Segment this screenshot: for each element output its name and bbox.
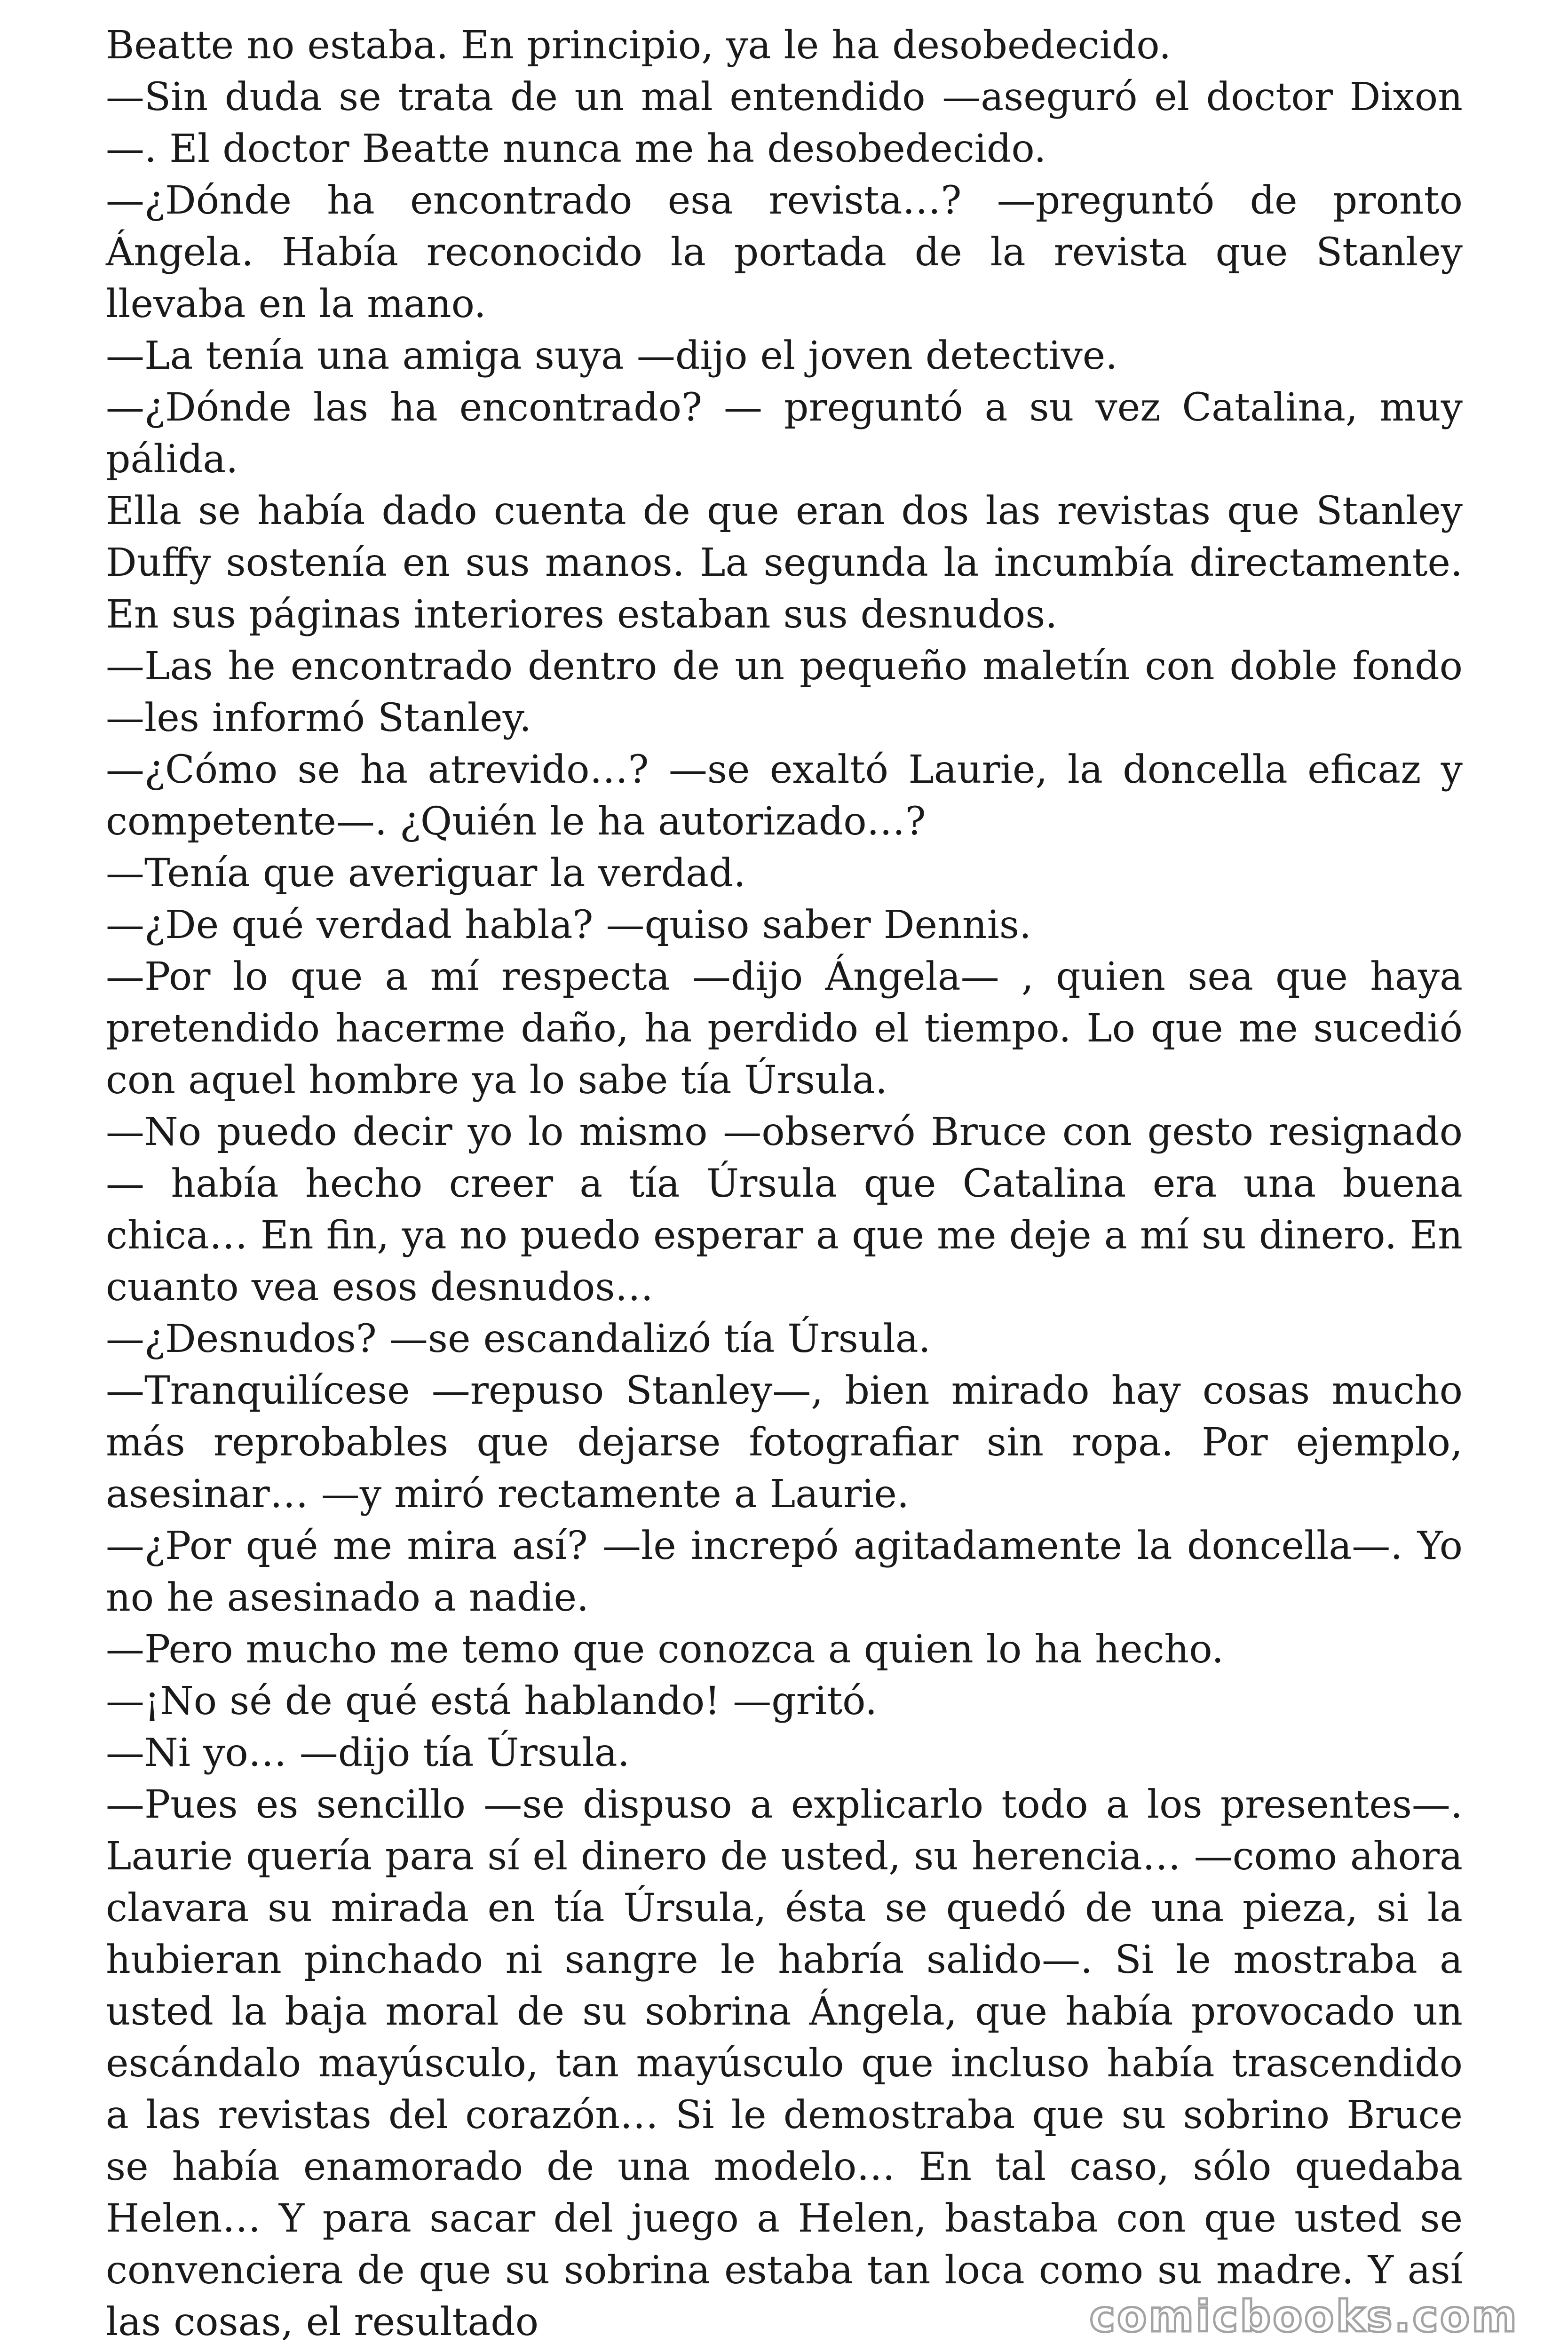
paragraph-12: —No puedo decir yo lo mismo —observó Bruce con gesto resignado— había hecho creer a tía Úrsula que Catalina era una buena chica… En fin, ya no puedo esperar a que me deje a mí su dinero. En cuanto vea esos desnudos… bbox=[106, 1110, 1463, 1310]
document-page bbox=[106, 20, 1463, 2344]
paragraph-16: —Pero mucho me temo que conozca a quien lo ha hecho. bbox=[106, 1627, 1224, 1672]
paragraph-7: —Las he encontrado dentro de un pequeño maletín con doble fondo —les informó Stanley. bbox=[106, 644, 1463, 740]
paragraph-19: —Pues es sencillo —se dispuso a explicarlo todo a los presentes—. Laurie quería para sí el dinero de usted, su herencia… —como ahora clavara su mirada en tía Úrsula, ésta se quedó de una pieza, si la hubieran pinchado ni sangre le habría salido—. Si le mostraba a usted la baja moral de su sobrina Ángela, que había provocado un escándalo mayúsculo, tan mayúsculo que incluso había trascendido a las revistas del corazón… Si le demostraba que su sobrino Bruce se había enamorado de una modelo… En tal caso, sólo quedaba Helen… Y para sacar del juego a Helen, bastaba con que usted se convenciera de que su sobrina estaba tan loca como su madre. Y así las cosas, el resultado bbox=[106, 1782, 1463, 2344]
paragraph-14: —Tranquilícese —repuso Stanley—, bien mirado hay cosas mucho más reprobables que dejarse fotografiar sin ropa. Por ejemplo, asesinar… —y miró rectamente a Laurie. bbox=[106, 1368, 1463, 1517]
watermark: comicbooks.com bbox=[1089, 2291, 1519, 2342]
paragraph-4: —La tenía una amiga suya —dijo el joven detective. bbox=[106, 334, 1118, 378]
paragraph-1: Beatte no estaba. En principio, ya le ha desobedecido. bbox=[106, 23, 1172, 68]
paragraph-9: —Tenía que averiguar la verdad. bbox=[106, 851, 746, 896]
paragraph-17: —¡No sé de qué está hablando! —gritó. bbox=[106, 1679, 878, 1724]
paragraph-15: —¿Por qué me mira así? —le increpó agitadamente la doncella—. Yo no he asesinado a nadie. bbox=[106, 1524, 1463, 1620]
paragraph-3: —¿Dónde ha encontrado esa revista…? —preguntó de pronto Ángela. Había reconocido la portada de la revista que Stanley llevaba en la mano. bbox=[106, 178, 1463, 326]
paragraph-5: —¿Dónde las ha encontrado? — preguntó a su vez Catalina, muy pálida. bbox=[106, 385, 1463, 482]
paragraph-6: Ella se había dado cuenta de que eran dos las revistas que Stanley Duffy sostenía en sus manos. La segunda la incumbía directamente. En sus páginas interiores estaban sus desnudos. bbox=[106, 489, 1463, 637]
paragraph-11: —Por lo que a mí respecta —dijo Ángela— , quien sea que haya pretendido hacerme daño, ha perdido el tiempo. Lo que me sucedió con aquel hombre ya lo sabe tía Úrsula. bbox=[106, 954, 1463, 1103]
paragraph-13: —¿Desnudos? —se escandalizó tía Úrsula. bbox=[106, 1317, 931, 1361]
paragraph-2: —Sin duda se trata de un mal entendido —aseguró el doctor Dixon—. El doctor Beatte nunca me ha desobedecido. bbox=[106, 75, 1463, 171]
paragraph-8: —¿Cómo se ha atrevido…? —se exaltó Laurie, la doncella eficaz y competente—. ¿Quién le ha autorizado…? bbox=[106, 747, 1463, 844]
paragraph-18: —Ni yo… —dijo tía Úrsula. bbox=[106, 1731, 630, 1775]
paragraph-10: —¿De qué verdad habla? —quiso saber Dennis. bbox=[106, 903, 1032, 947]
